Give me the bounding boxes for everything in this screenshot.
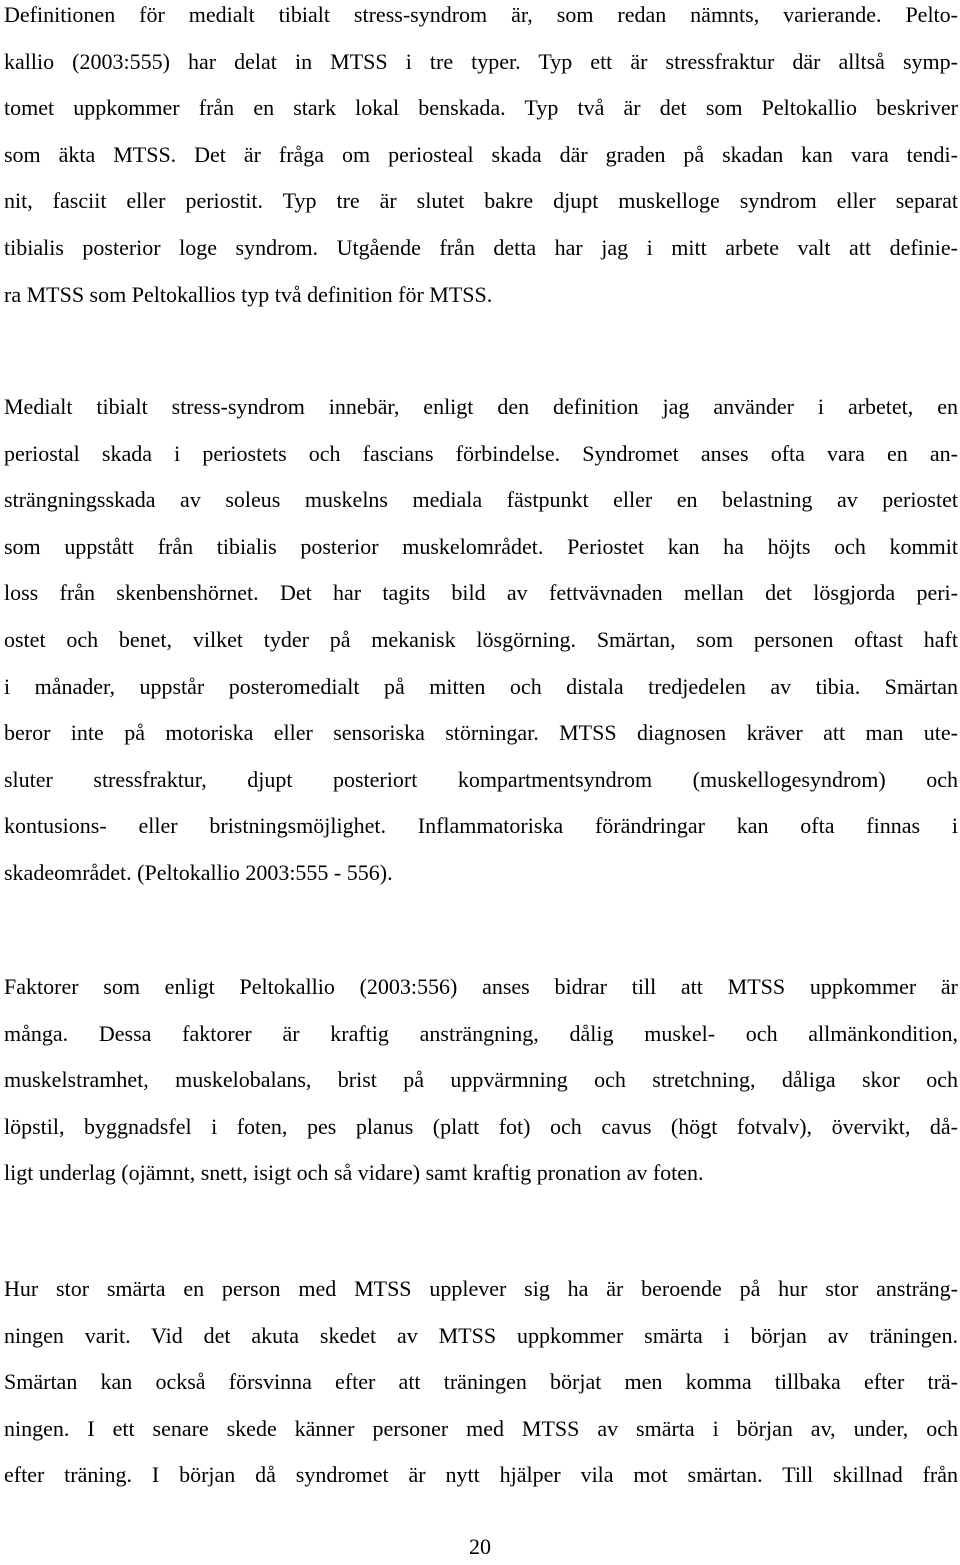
text-line: som uppstått från tibialis posterior muskelområdet. Periostet kan ha höjts och kommit	[4, 533, 958, 559]
text-line: Faktorer som enligt Peltokallio (2003:556) anses bidrar till att MTSS uppkommer är	[4, 974, 958, 999]
text-line: periostal skada i periostets och fascians förbindelse. Syndromet anses ofta vara en an-	[4, 440, 958, 466]
text-line: i månader, uppstår posteromedialt på mitten och distala tredjedelen av tibia. Smärtan	[4, 673, 958, 699]
text-line: sluter stressfraktur, djupt posteriort kompartmentsyndrom (muskellogesyndrom) och	[4, 766, 958, 792]
text-line: Hur stor smärta en person med MTSS upplever sig ha är beroende på hur stor ansträng-	[4, 1276, 958, 1301]
text-line: nit, fasciit eller periostit. Typ tre är slutet bakre djupt muskelloge syndrom eller separat	[4, 188, 958, 214]
text-line: ostet och benet, vilket tyder på mekanisk lösgörning. Smärtan, som personen oftast haft	[4, 626, 958, 652]
text-line: tibialis posterior loge syndrom. Utgående från detta har jag i mitt arbete valt att definie-	[4, 234, 958, 260]
paragraph-mtss-description	[4, 384, 958, 897]
text-line: många. Dessa faktorer är kraftig ansträngning, dålig muskel- och allmänkondition,	[4, 1020, 958, 1046]
text-line: muskelstramhet, muskelobalans, brist på uppvärmning och stretchning, dåliga skor och	[4, 1067, 958, 1093]
text-line: strängningsskada av soleus muskelns mediala fästpunkt eller en belastning av periostet	[4, 487, 958, 513]
page-number: 20	[469, 1534, 491, 1559]
text-line: Medialt tibialt stress-syndrom innebär, enligt den definition jag använder i arbetet, en	[4, 394, 958, 419]
text-line: ningen varit. Vid det akuta skedet av MTSS uppkommer smärta i början av träningen.	[4, 1322, 958, 1348]
paragraph-mtss-definition	[4, 0, 958, 318]
text-line: ra MTSS som Peltokallios typ två definition för MTSS.	[4, 281, 493, 307]
text-line: kontusions- eller bristningsmöjlighet. Inflammatoriska förändringar kan ofta finnas i	[4, 813, 958, 839]
text-line: Smärtan kan också försvinna efter att träningen börjat men komma tillbaka efter trä-	[4, 1369, 958, 1395]
text-line: tomet uppkommer från en stark lokal benskada. Typ två är det som Peltokallio beskriver	[4, 95, 958, 121]
text-line: beror inte på motoriska eller sensoriska störningar. MTSS diagnosen kräver att man ute-	[4, 720, 958, 746]
text-line: löpstil, byggnadsfel i foten, pes planus (platt fot) och cavus (högt fotvalv), övervikt, då-	[4, 1113, 958, 1139]
text-line: kallio (2003:555) har delat in MTSS i tre typer. Typ ett är stressfraktur där alltså symp-	[4, 48, 958, 74]
text-line: efter träning. I början då syndromet är nytt hjälper vila mot smärtan. Till skillnad från	[4, 1462, 958, 1488]
text-line: Definitionen för medialt tibialt stress-syndrom är, som redan nämnts, varierande. Pelto-	[4, 2, 958, 27]
text-line: ningen. I ett senare skede känner personer med MTSS av smärta i början av, under, och	[4, 1415, 958, 1441]
text-line: ligt underlag (ojämnt, snett, isigt och så vidare) samt kraftig pronation av foten.	[4, 1160, 704, 1186]
text-line: loss från skenbenshörnet. Det har tagits bild av fettvävnaden mellan det lösgjorda peri-	[4, 580, 958, 606]
paragraph-risk-factors	[4, 964, 958, 1197]
paragraph-pain-progression	[4, 1266, 958, 1499]
text-line: skadeområdet. (Peltokallio 2003:555 - 556).	[4, 859, 393, 885]
text-line: som äkta MTSS. Det är fråga om periosteal skada där graden på skadan kan vara tendi-	[4, 141, 958, 167]
